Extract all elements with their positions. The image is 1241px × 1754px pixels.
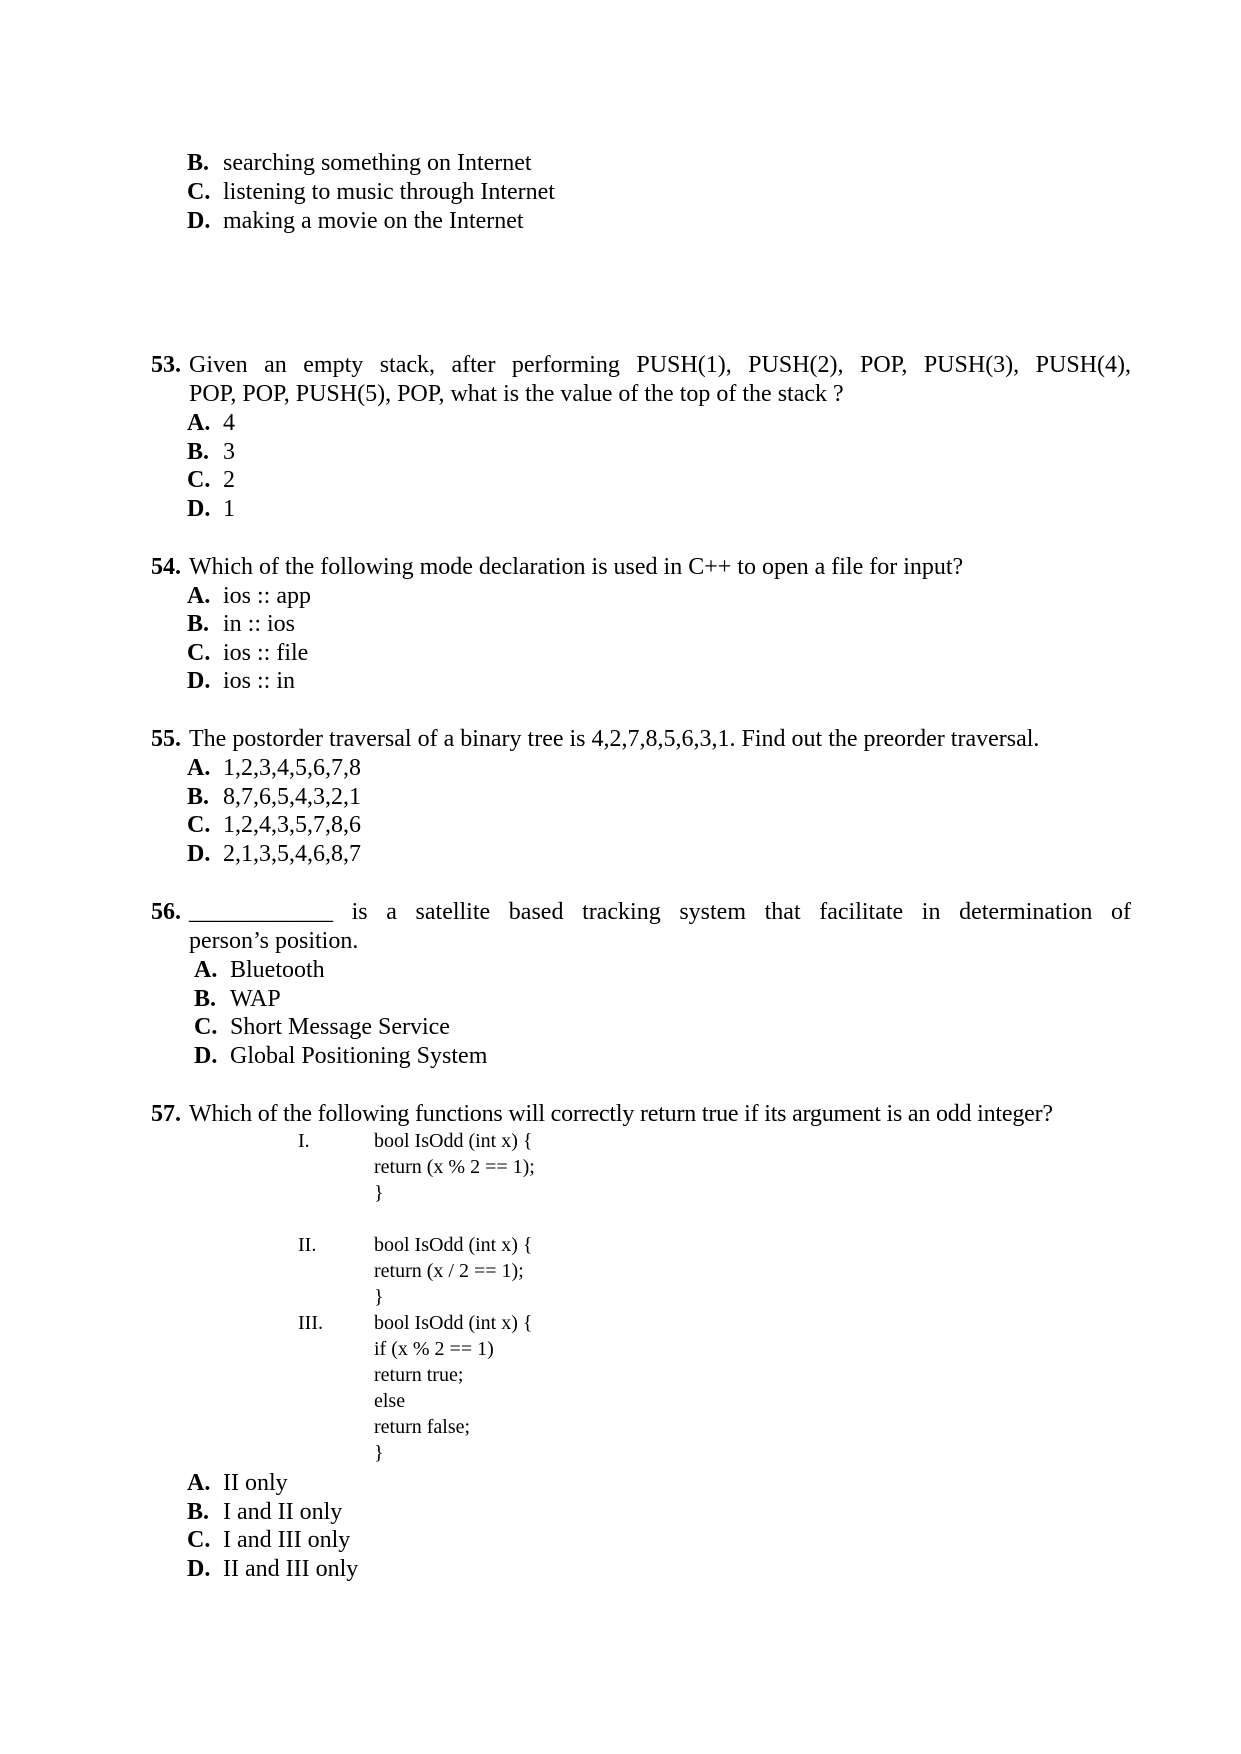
- option-b: B. in :: ios: [187, 611, 296, 637]
- option-d: D. making a movie on the Internet: [187, 208, 524, 234]
- option-b: B. searching something on Internet: [187, 150, 532, 176]
- option-c: C. ios :: file: [187, 640, 309, 666]
- code-line: }: [374, 1182, 384, 1204]
- question-text: Which of the following mode declaration is used in C++ to open a file for input?: [189, 554, 964, 580]
- option-a: A. Bluetooth: [194, 957, 325, 983]
- code-line: return true;: [374, 1364, 464, 1386]
- code-block-iii: [374, 1310, 532, 1466]
- question-text: The postorder traversal of a binary tree is 4,2,7,8,5,6,3,1. Find out the preorder traversal.: [189, 726, 1040, 752]
- option-c: C. I and III only: [187, 1527, 351, 1553]
- code-line: return (x % 2 == 1);: [374, 1156, 535, 1178]
- option-d: D. II and III only: [187, 1556, 359, 1582]
- question-number: 55.: [151, 726, 181, 752]
- option-c: C. Short Message Service: [194, 1014, 450, 1040]
- question-number: 57.: [151, 1101, 181, 1127]
- option-c: C. listening to music through Internet: [187, 179, 555, 205]
- code-line: }: [374, 1442, 384, 1464]
- code-line: }: [374, 1286, 384, 1308]
- option-a: A. II only: [187, 1470, 288, 1496]
- code-line: bool IsOdd (int x) {: [374, 1130, 533, 1152]
- code-label-i: I.: [298, 1130, 310, 1152]
- option-a: A. 4: [187, 410, 235, 436]
- code-line: bool IsOdd (int x) {: [374, 1312, 533, 1334]
- code-line: else: [374, 1390, 406, 1412]
- code-block-i: [374, 1128, 535, 1206]
- option-d: D. Global Positioning System: [194, 1043, 488, 1069]
- option-c: C. 2: [187, 467, 235, 493]
- code-block-ii: [374, 1232, 532, 1310]
- question-text-line2: person’s position.: [189, 928, 359, 954]
- question-text-line1: ____________ is a satellite based tracking system that facilitate in determination of: [189, 899, 1131, 925]
- code-line: return false;: [374, 1416, 471, 1438]
- question-text-line2: POP, POP, PUSH(5), POP, what is the value of the top of the stack ?: [189, 381, 844, 407]
- option-c: C. 1,2,4,3,5,7,8,6: [187, 812, 361, 838]
- question-number: 56.: [151, 899, 181, 925]
- option-b: B. I and II only: [187, 1499, 343, 1525]
- question-text-line1: Given an empty stack, after performing PUSH(1), PUSH(2), POP, PUSH(3), PUSH(4),: [189, 352, 1131, 378]
- option-a: A. ios :: app: [187, 583, 311, 609]
- question-text: Which of the following functions will correctly return true if its argument is an odd integer?: [189, 1101, 1053, 1127]
- option-b: B. 8,7,6,5,4,3,2,1: [187, 784, 361, 810]
- code-line: bool IsOdd (int x) {: [374, 1234, 533, 1256]
- code-line: if (x % 2 == 1): [374, 1338, 494, 1360]
- option-b: B. WAP: [194, 986, 281, 1012]
- option-d: D. 2,1,3,5,4,6,8,7: [187, 841, 361, 867]
- code-label-ii: II.: [298, 1234, 317, 1256]
- code-line: return (x / 2 == 1);: [374, 1260, 524, 1282]
- option-d: D. 1: [187, 496, 235, 522]
- option-d: D. ios :: in: [187, 668, 296, 694]
- option-b: B. 3: [187, 439, 235, 465]
- question-number: 54.: [151, 554, 181, 580]
- option-a: A. 1,2,3,4,5,6,7,8: [187, 755, 361, 781]
- question-number: 53.: [151, 352, 181, 378]
- code-label-iii: III.: [298, 1312, 323, 1334]
